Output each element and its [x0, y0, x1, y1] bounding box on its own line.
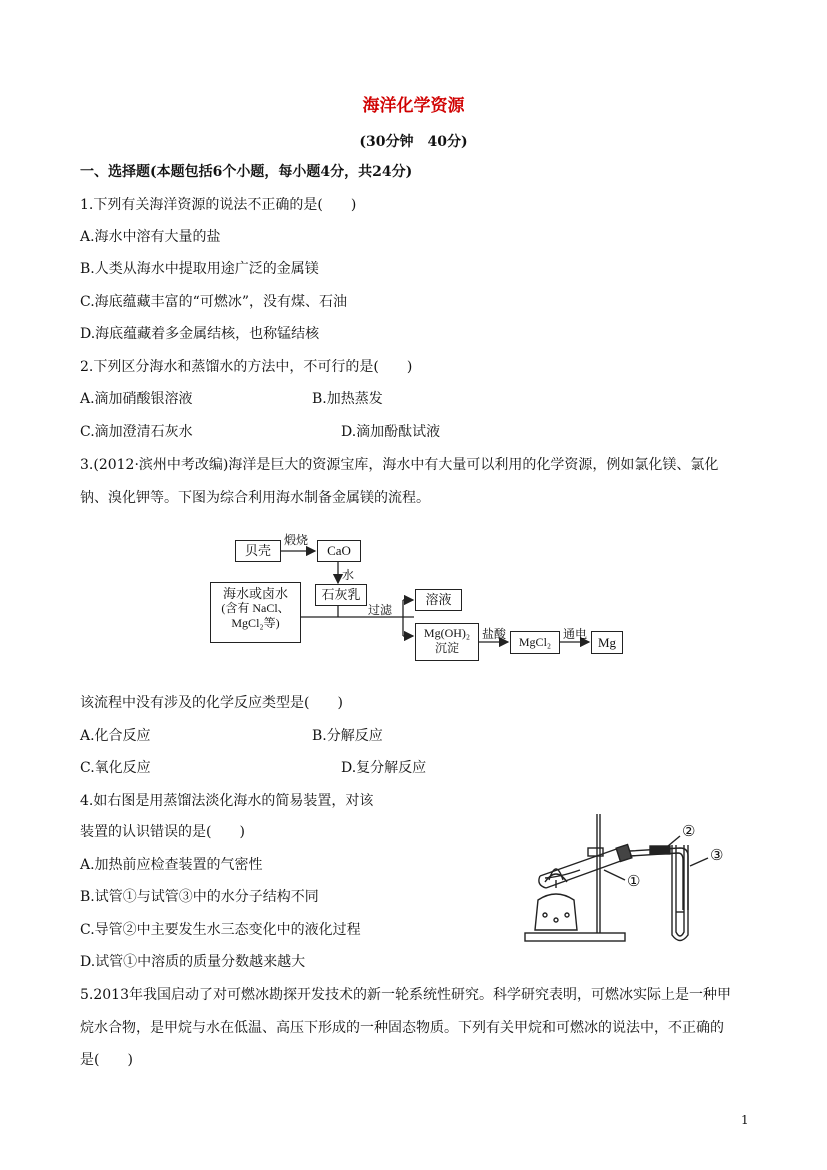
flow-calcine-label: 煅烧	[284, 533, 309, 547]
flow-mgoh2-line2: 沉淀	[434, 641, 459, 655]
q1-option-c: C.海底蕴藏丰富的“可燃冰”，没有煤、石油	[80, 294, 347, 310]
flow-solution-box: 溶液	[415, 589, 462, 611]
q1-option-a: A.海水中溶有大量的盐	[80, 229, 221, 245]
flow-cao-box: CaO	[317, 540, 361, 562]
section-heading: 一、选择题(本题包括6个小题，每小题4分，共24分)	[80, 164, 413, 180]
flow-water-label: 水	[342, 568, 355, 582]
q5-line1: 5.2013年我国启动了对可燃冰勘探开发技术的新一轮系统性研究。科学研究表明，可燃冰实际上是一种甲	[80, 987, 731, 1003]
q2-option-d: D.滴加酚酞试液	[341, 424, 441, 440]
apparatus-label-3: ③	[710, 848, 724, 864]
flow-mgoh2-line1: Mg(OH)₂	[423, 626, 471, 640]
flow-filter-label: 过滤	[368, 603, 393, 617]
q1-option-d: D.海底蕴藏着多金属结核，也称锰结核	[80, 326, 320, 342]
q2-option-b: B.加热蒸发	[312, 391, 383, 407]
q3-option-c: C.氧化反应	[80, 760, 151, 776]
q3-ask: 该流程中没有涉及的化学反应类型是( )	[80, 695, 343, 711]
q3-stem-line2: 钠、溴化钾等。下图为综合利用海水制备金属镁的流程。	[80, 490, 430, 506]
q3-option-a: A.化合反应	[80, 728, 151, 744]
apparatus-label-1: ①	[627, 874, 641, 890]
q2-option-a: A.滴加硝酸银溶液	[80, 391, 193, 407]
q4-option-d: D.试管①中溶质的质量分数越来越大	[80, 954, 306, 970]
page-subtitle: (30分钟 40分)	[359, 134, 468, 150]
q4-option-b: B.试管①与试管③中的水分子结构不同	[80, 889, 319, 905]
q4-option-a: A.加热前应检查装置的气密性	[80, 857, 263, 873]
flow-seawater-line2: (含有 NaCl、	[221, 601, 290, 615]
q4-stem-line2: 装置的认识错误的是( )	[80, 824, 245, 840]
flow-seawater-line3: MgCl₂等)	[231, 616, 280, 630]
q3-option-b: B.分解反应	[312, 728, 383, 744]
apparatus-label-2: ②	[682, 824, 696, 840]
q4-option-c: C.导管②中主要发生水三态变化中的液化过程	[80, 922, 361, 938]
page-title: 海洋化学资源	[362, 96, 465, 116]
q5-line3: 是( )	[80, 1052, 133, 1068]
q1-option-b: B.人类从海水中提取用途广泛的金属镁	[80, 261, 319, 277]
page-number: 1	[741, 1113, 749, 1127]
flow-mgcl2-box: MgCl₂	[510, 631, 560, 654]
flow-hcl-label: 盐酸	[482, 627, 507, 641]
q2-option-c: C.滴加澄清石灰水	[80, 424, 193, 440]
q2-stem: 2.下列区分海水和蒸馏水的方法中，不可行的是( )	[80, 359, 413, 375]
flow-lime-box: 石灰乳	[315, 584, 367, 606]
q5-line2: 烷水合物，是甲烷与水在低温、高压下形成的一种固态物质。下列有关甲烷和可燃冰的说法中，不正确的	[80, 1020, 724, 1036]
flow-shell-box: 贝壳	[235, 540, 281, 562]
q3-option-d: D.复分解反应	[341, 760, 427, 776]
q1-stem: 1.下列有关海洋资源的说法不正确的是( )	[80, 197, 357, 213]
q3-stem-line1: 3.(2012·滨州中考改编)海洋是巨大的资源宝库，海水中有大量可以利用的化学资源，例如氯化镁、氯化	[80, 457, 719, 473]
flow-seawater-line1: 海水或卤水	[222, 586, 288, 601]
flow-mg-box: Mg	[591, 631, 623, 654]
flow-electrolysis-label: 通电	[563, 627, 588, 641]
q4-stem-line1: 4.如右图是用蒸馏法淡化海水的简易装置，对该	[80, 793, 374, 809]
